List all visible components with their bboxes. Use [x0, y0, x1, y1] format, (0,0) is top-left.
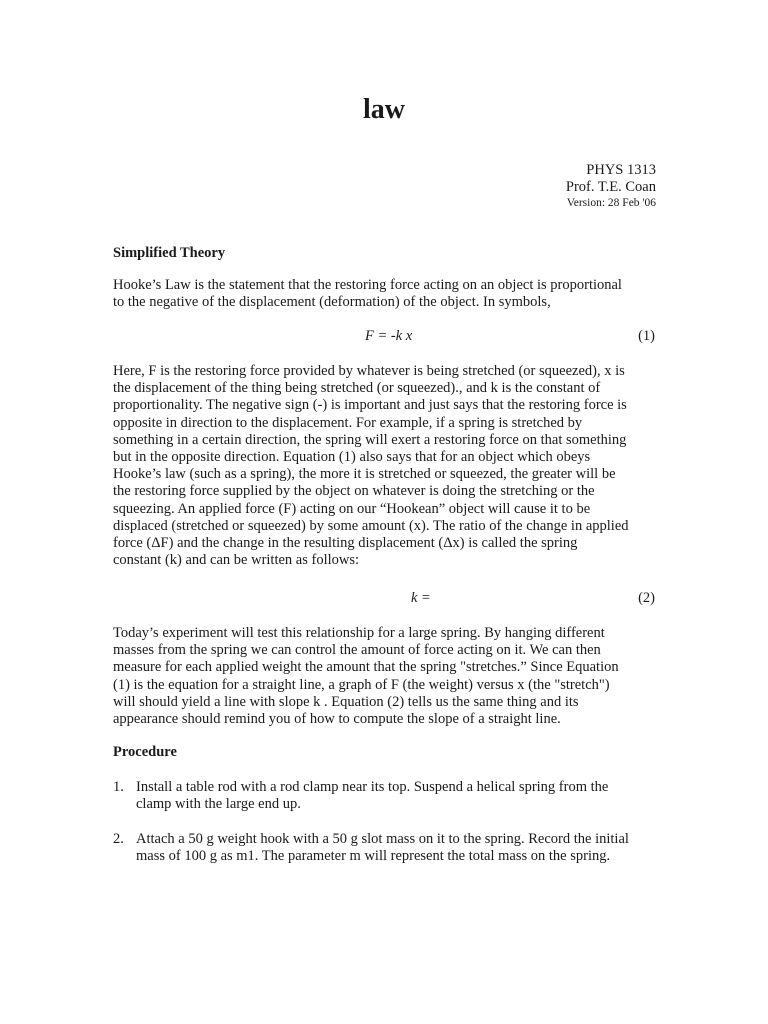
equation-number: (2) — [638, 590, 655, 606]
page-title: law — [363, 94, 405, 125]
step-number: 1. — [113, 779, 124, 795]
version-date: Version: 28 Feb '06 — [566, 197, 656, 209]
text-line: Install a table rod with a rod clamp near its top. Suspend a helical spring from the — [136, 779, 609, 795]
equation-expression: k = — [411, 590, 431, 606]
text-line: mass of 100 g as m1. The parameter m will represent the total mass on the spring. — [136, 848, 611, 865]
text-line: (1) is the equation for a straight line, a graph of F (the weight) versus x (the "stretch") — [113, 676, 610, 693]
text-line: squeezing. An applied force (F) acting on our “Hookean” object will cause it to be — [113, 500, 591, 517]
text-line: force (ΔF) and the change in the resulting displacement (Δx) is called the spring — [113, 535, 578, 552]
instructor-name: Prof. T.E. Coan — [565, 179, 656, 195]
step-number: 2. — [113, 831, 124, 847]
section-heading-theory: Simplified Theory — [113, 245, 226, 261]
text-line: Attach a 50 g weight hook with a 50 g slot mass on it to the spring. Record the initial — [136, 831, 629, 847]
equation-number: (1) — [638, 328, 655, 344]
text-line: measure for each applied weight the amount that the spring "stretches.” Since Equation — [113, 659, 619, 676]
text-line: will should yield a line with slope k . Equation (2) tells us the same thing and its — [113, 693, 579, 710]
course-header — [566, 162, 656, 211]
text-line: to the negative of the displacement (deformation) of the object. In symbols, — [113, 294, 551, 311]
text-line: masses from the spring we can control the amount of force acting on it. We can then — [113, 642, 601, 659]
text-line: Hooke’s Law is the statement that the restoring force acting on an object is proportional — [113, 277, 622, 293]
text-line: constant (k) and can be written as follows: — [113, 552, 360, 569]
text-line: proportionality. The negative sign (-) is important and just says that the restoring force is — [113, 397, 627, 414]
text-line: Here, F is the restoring force provided by whatever is being stretched (or squeezed), x is — [113, 363, 625, 379]
text-line: Today’s experiment will test this relationship for a large spring. By hanging different — [113, 625, 605, 641]
text-line: clamp with the large end up. — [136, 796, 301, 813]
text-line: but in the opposite direction. Equation (1) also says that for an object which obeys — [113, 449, 591, 466]
text-line: displaced (stretched or squeezed) by some amount (x). The ratio of the change in applied — [113, 517, 629, 534]
definition-paragraph — [113, 363, 658, 569]
intro-paragraph — [113, 277, 658, 311]
equation-expression: F = -k x — [365, 328, 413, 344]
course-code: PHYS 1313 — [586, 162, 656, 178]
section-heading-procedure: Procedure — [113, 744, 177, 760]
text-line: appearance should remind you of how to compute the slope of a straight line. — [113, 711, 561, 728]
text-line: the restoring force supplied by the object on whatever is doing the stretching or the — [113, 483, 595, 500]
text-line: opposite in direction to the displacement. For example, if a spring is stretched by — [113, 414, 583, 431]
experiment-paragraph — [113, 625, 658, 728]
text-line: the displacement of the thing being stretched (or squeezed)., and k is the constant of — [113, 380, 601, 397]
text-line: Hooke’s law (such as a spring), the more it is stretched or squeezed, the greater will be — [113, 466, 616, 483]
text-line: something in a certain direction, the spring will exert a restoring force on that something — [113, 431, 627, 448]
